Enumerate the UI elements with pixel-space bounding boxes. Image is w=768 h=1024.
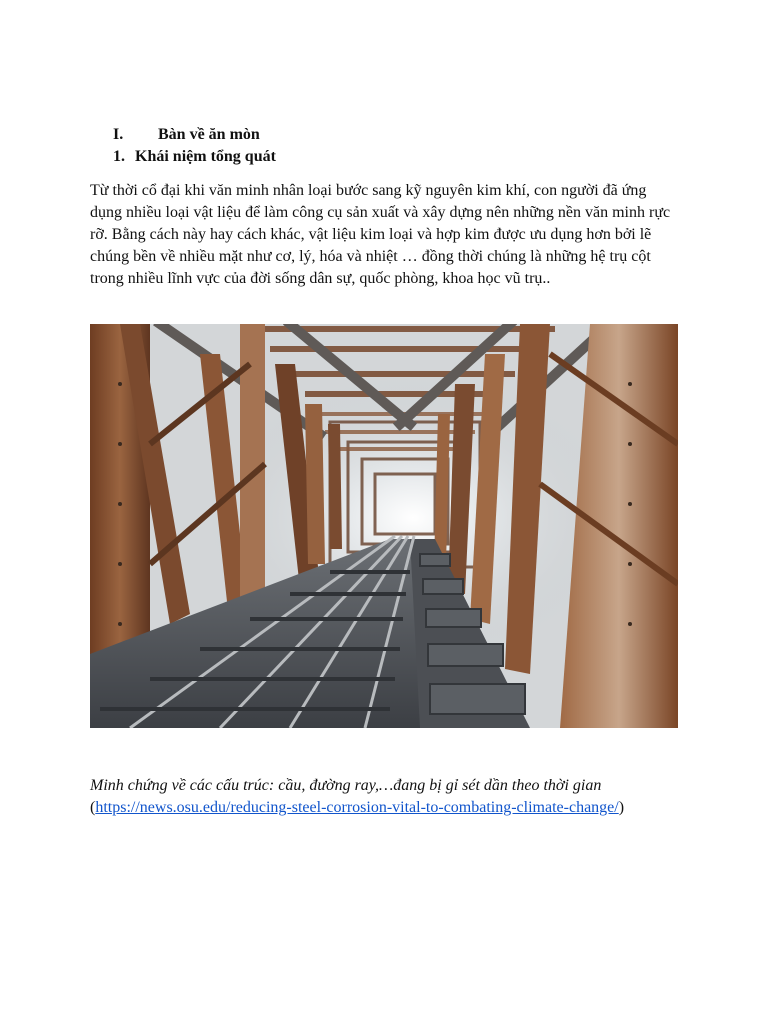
caption-close-paren: ) — [618, 799, 625, 816]
source-link[interactable]: https://news.osu.edu/reducing-steel-corrosion-vital-to-combating-climate-change/ — [95, 799, 619, 816]
subsection-number: 1. — [113, 148, 125, 165]
section-number: I. — [113, 126, 124, 143]
caption-open-paren: ( — [90, 799, 96, 816]
rusty-bridge-photo — [90, 324, 678, 728]
subsection-heading — [113, 147, 276, 167]
body-paragraph: Từ thời cổ đại khi văn minh nhân loại bước sang kỹ nguyên kim khí, con người đã ứng dụng nhiều loại vật liệu để làm công cụ sản xuất và xây dựng nên những nền văn minh rực rỡ. Bằng cách này hay cách khác, vật liệu kim loại và hợp kim được ưu dụng hơn bởi lẽ chúng bền về nhiều mặt như cơ, lý, hóa và nhiệt … đồng thời chúng là những hệ trụ cột trong nhiều lĩnh vực của đời sống dân sự, quốc phòng, khoa học vũ trụ.. — [90, 182, 671, 287]
figure-caption — [90, 775, 690, 819]
caption-text: Minh chứng về các cấu trúc: cầu, đường ray,…đang bị gỉ sét dần theo thời gian — [90, 777, 602, 794]
section-heading — [113, 125, 260, 145]
section-title: Bàn về ăn mòn — [158, 126, 260, 143]
bridge-illustration — [90, 324, 678, 728]
subsection-title: Khái niệm tổng quát — [135, 148, 276, 165]
